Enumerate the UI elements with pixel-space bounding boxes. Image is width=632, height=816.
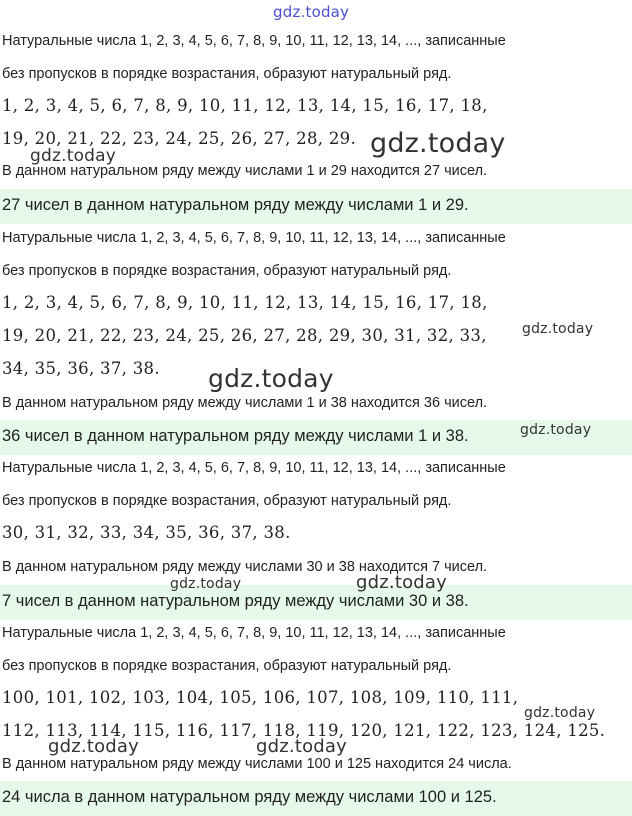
block-2-sequence-line-1: 1, 2, 3, 4, 5, 6, 7, 8, 9, 10, 11, 12, 13, 14, 15, 16, 17, 18, — [2, 293, 488, 312]
watermark-small-3: gdz.today — [520, 422, 592, 438]
watermark-medium-3: gdz.today — [256, 736, 348, 757]
block-1-answer: 27 чисел в данном натуральном ряду между числами 1 и 29. — [2, 196, 469, 214]
block-4-statement: В данном натуральном ряду между числами 100 и 125 находится 24 числа. — [2, 756, 512, 772]
block-4-sequence-line-2: 112, 113, 114, 115, 116, 117, 118, 119, 120, 121, 122, 123, 124, 125. — [2, 721, 606, 740]
block-2-sequence-line-3: 34, 35, 36, 37, 38. — [2, 359, 160, 378]
block-4-sequence-line-1: 100, 101, 102, 103, 104, 105, 106, 107, 108, 109, 110, 111, — [2, 688, 519, 707]
block-2-statement: В данном натуральном ряду между числами 1 и 38 находится 36 чисел. — [2, 395, 488, 411]
watermark-small-4: gdz.today — [170, 576, 242, 592]
watermark-small-1: gdz.today — [30, 146, 117, 166]
watermark-small-5: gdz.today — [524, 705, 596, 721]
watermark-large-2: gdz.today — [208, 364, 334, 393]
block-4-answer-box — [0, 781, 632, 816]
block-2-sequence-line-2: 19, 20, 21, 22, 23, 24, 25, 26, 27, 28, 29, 30, 31, 32, 33, — [2, 326, 487, 345]
block-3-statement: В данном натуральном ряду между числами 30 и 38 находится 7 чисел. — [2, 559, 488, 575]
block-3-intro-line-1: Натуральные числа 1, 2, 3, 4, 5, 6, 7, 8, 9, 10, 11, 12, 13, 14, ..., записанные — [2, 460, 506, 476]
block-1-intro-line-1: Натуральные числа 1, 2, 3, 4, 5, 6, 7, 8, 9, 10, 11, 12, 13, 14, ..., записанные — [2, 33, 506, 49]
block-2-answer: 36 чисел в данном натуральном ряду между числами 1 и 38. — [2, 427, 469, 445]
block-1-intro-line-2: без пропусков в порядке возрастания, образуют натуральный ряд. — [2, 66, 452, 82]
watermark-medium-2: gdz.today — [48, 736, 140, 757]
block-4-intro-line-2: без пропусков в порядке возрастания, образуют натуральный ряд. — [2, 658, 452, 674]
block-4-intro-line-1: Натуральные числа 1, 2, 3, 4, 5, 6, 7, 8, 9, 10, 11, 12, 13, 14, ..., записанные — [2, 625, 506, 641]
block-1-statement: В данном натуральном ряду между числами 1 и 29 находится 27 чисел. — [2, 163, 488, 179]
block-3-intro-line-2: без пропусков в порядке возрастания, образуют натуральный ряд. — [2, 493, 452, 509]
watermark-header: gdz.today — [273, 3, 350, 21]
block-1-sequence-line-2: 19, 20, 21, 22, 23, 24, 25, 26, 27, 28, 29. — [2, 129, 356, 148]
block-2-intro-line-2: без пропусков в порядке возрастания, образуют натуральный ряд. — [2, 263, 452, 279]
block-3-answer-box — [0, 585, 632, 620]
block-4-answer: 24 числа в данном натуральном ряду между числами 100 и 125. — [2, 788, 497, 806]
block-2-intro-line-1: Натуральные числа 1, 2, 3, 4, 5, 6, 7, 8, 9, 10, 11, 12, 13, 14, ..., записанные — [2, 230, 506, 246]
watermark-small-2: gdz.today — [522, 321, 594, 337]
block-1-answer-box — [0, 189, 632, 224]
block-3-sequence-line-1: 30, 31, 32, 33, 34, 35, 36, 37, 38. — [2, 523, 291, 542]
block-3-answer: 7 чисел в данном натуральном ряду между числами 30 и 38. — [2, 592, 469, 610]
block-1-sequence-line-1: 1, 2, 3, 4, 5, 6, 7, 8, 9, 10, 11, 12, 13, 14, 15, 16, 17, 18, — [2, 96, 488, 115]
watermark-medium-1: gdz.today — [356, 572, 448, 593]
watermark-large-1: gdz.today — [370, 128, 506, 159]
